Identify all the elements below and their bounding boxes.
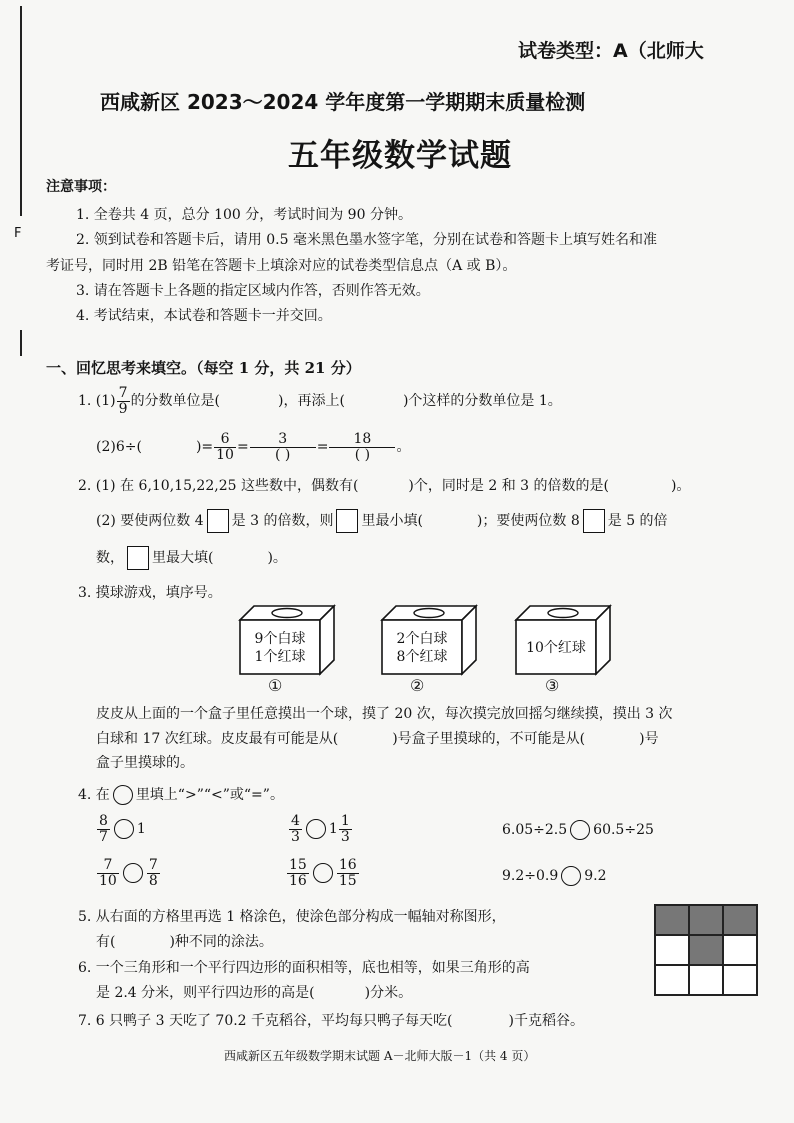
fraction: $\frac{6}{10}$ — [216, 431, 234, 463]
box-1-label: ① — [268, 676, 283, 695]
box-3-contents: 10个红球 — [526, 640, 586, 656]
question-5-text: 5. 从右面的方格里再选 1 格涂色，使涂色部分构成一幅轴对称图形， — [78, 909, 506, 925]
question-3-text: 白球和 17 次红球。皮皮最有可能是从( )号盒子里摸球的，不可能是从( )号 — [96, 731, 659, 747]
box-1-contents: 9个白球 1个红球 — [254, 631, 306, 665]
compare-item: 9.2÷0.9 9.2 — [502, 868, 607, 884]
notes-heading: 注意事项： — [46, 179, 116, 195]
exam-title: 西咸新区 2023～2024 学年度第一学期期末质量检测 — [100, 90, 586, 114]
box-3-label: ③ — [545, 676, 560, 695]
grid-cell-blank — [689, 965, 723, 995]
subject-title: 五年级数学试题 — [288, 138, 512, 174]
question-2-part-1: 2. (1) 在 6,10,15,22,25 这些数中，偶数有( )个，同时是 2 和 3 的倍数的是( )。 — [78, 478, 691, 494]
question-5-text: 有( )种不同的涂法。 — [96, 934, 273, 950]
question-6-text: 6. 一个三角形和一个平行四边形的面积相等，底也相等，如果三角形的高 — [78, 960, 530, 976]
q1-label: 1. (1) — [78, 393, 116, 410]
grid-cell-blank — [655, 965, 689, 995]
compare-circle — [113, 785, 133, 805]
grid-cell-shaded — [723, 905, 757, 935]
digit-box — [207, 509, 229, 533]
question-2-part-3: 数， 里最大填( )。 — [96, 546, 287, 570]
binding-line — [20, 6, 22, 216]
fraction: $\frac{3}{( )}$ — [250, 432, 316, 462]
margin-letter: F — [14, 226, 22, 241]
grid-cell-shaded — [689, 935, 723, 965]
question-1-part-2: (2)6÷( )= $\frac{6}{10}$ = $\frac{3}{( )}$ = $\frac{18}{( )}$ 。 — [96, 431, 411, 463]
grid-cell-blank — [723, 965, 757, 995]
question-2-part-2: (2) 要使两位数 4 是 3 的倍数，则 里最小填( )；要使两位数 8 是 5 的倍 — [96, 509, 668, 533]
box-2-contents: 2个白球 8个红球 — [396, 631, 448, 665]
grid-cell-blank — [655, 935, 689, 965]
box-2-label: ② — [410, 676, 425, 695]
binding-tick — [20, 330, 22, 356]
question-3-title: 3. 摸球游戏，填序号。 — [78, 585, 222, 601]
compare-circle — [114, 819, 134, 839]
note-item: 4. 考试结束，本试卷和答题卡一并交回。 — [76, 308, 332, 324]
digit-box — [336, 509, 358, 533]
grid-cell-shaded — [689, 905, 723, 935]
question-7-text: 7. 6 只鸭子 3 天吃了 70.2 千克稻谷，平均每只鸭子每天吃( )千克稻谷。 — [78, 1013, 584, 1029]
note-item: 2. 领到试卷和答题卡后，请用 0.5 毫米黑色墨水签字笔，分别在试卷和答题卡上填写姓名和准 — [76, 232, 657, 248]
question-3-text: 盒子里摸球的。 — [96, 755, 194, 771]
compare-item: $\frac{4}{3}$ 1 $\frac{1}{3}$ — [291, 813, 350, 845]
compare-item: 6.05÷2.5 60.5÷25 — [502, 822, 654, 838]
question-4-title: 4. 在 里填上“>”“<”或“=”。 — [78, 787, 284, 803]
note-item: 3. 请在答题卡上各题的指定区域内作答，否则作答无效。 — [76, 283, 430, 299]
note-item: 1. 全卷共 4 页，总分 100 分，考试时间为 90 分钟。 — [76, 207, 412, 223]
section-title: 一、回忆思考来填空。（每空 1 分，共 21 分） — [46, 359, 361, 377]
compare-circle — [123, 863, 143, 883]
paper-type: 试卷类型：A（北师大 — [518, 40, 704, 62]
compare-circle — [313, 863, 333, 883]
digit-box — [583, 509, 605, 533]
compare-circle — [306, 819, 326, 839]
fraction: $\frac{18}{( )}$ — [329, 432, 395, 462]
shading-grid — [654, 904, 758, 996]
grid-cell-blank — [723, 935, 757, 965]
compare-item: $\frac{15}{16}$ $\frac{16}{15}$ — [289, 857, 357, 889]
page-footer: 西咸新区五年级数学期末试题 A－北师大版－1（共 4 页） — [224, 1049, 536, 1063]
digit-box — [127, 546, 149, 570]
question-3-text: 皮皮从上面的一个盒子里任意摸出一个球，摸了 20 次，每次摸完放回摇匀继续摸，摸出 3 次 — [96, 706, 673, 722]
question-1-part-1: 1. (1) $\frac{7}{9}$ 的分数单位是( )，再添上( )个这样的分数单位是 1。 — [78, 385, 562, 417]
compare-circle — [561, 866, 581, 886]
fraction: $\frac{7}{9}$ — [118, 385, 128, 417]
compare-item: $\frac{8}{7}$ 1 — [99, 813, 146, 845]
question-6-text: 是 2.4 分米，则平行四边形的高是( )分米。 — [96, 985, 413, 1001]
note-item: 考证号，同时用 2B 铅笔在答题卡上填涂对应的试卷类型信息点（A 或 B）。 — [46, 258, 517, 274]
compare-item: $\frac{7}{10}$ $\frac{7}{8}$ — [99, 857, 158, 889]
grid-cell-shaded — [655, 905, 689, 935]
compare-circle — [570, 820, 590, 840]
